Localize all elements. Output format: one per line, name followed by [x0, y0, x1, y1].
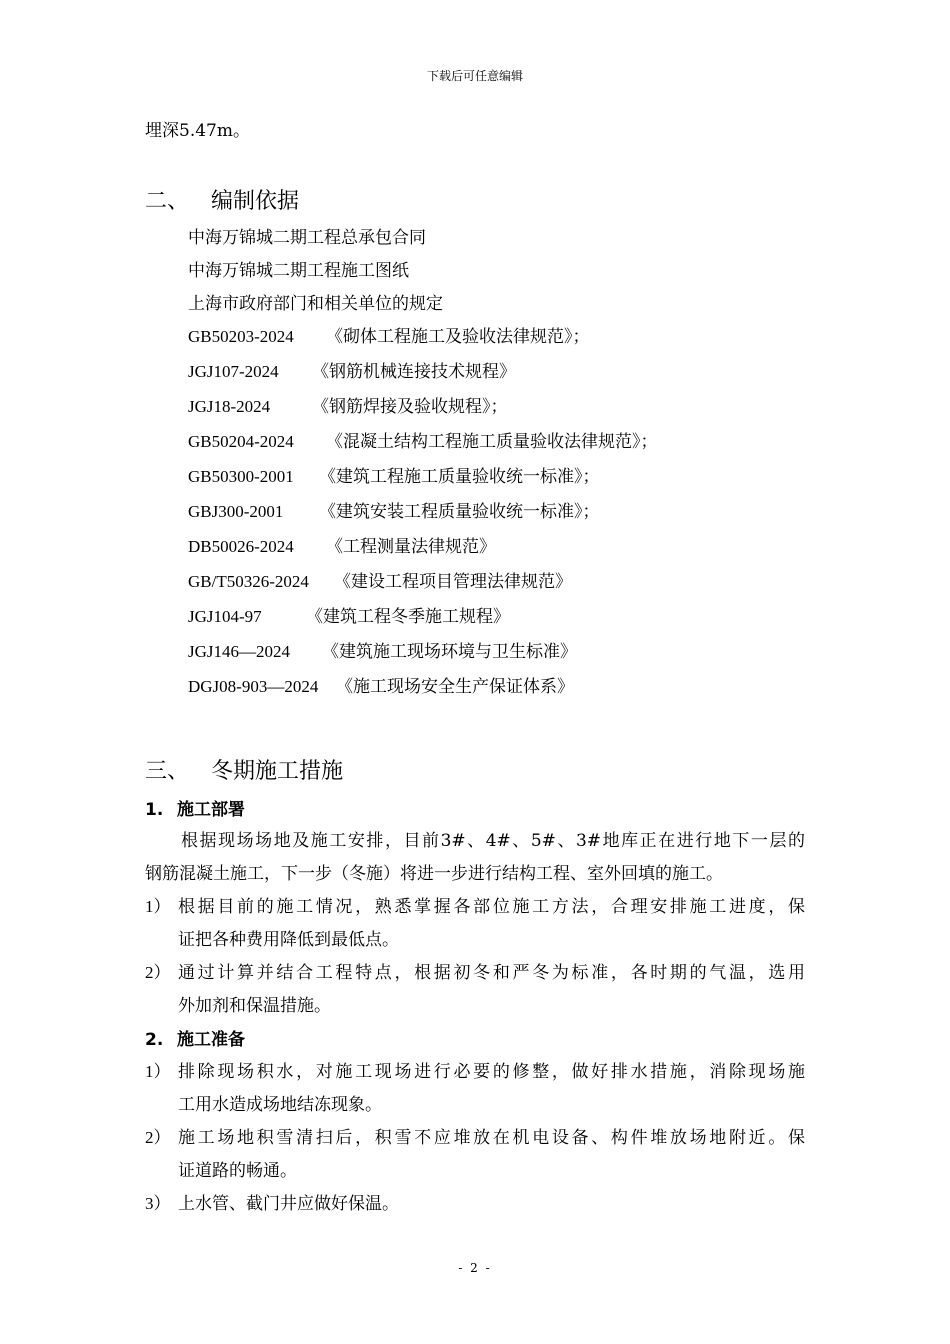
section-3-heading — [145, 754, 343, 785]
standard-ref — [188, 357, 516, 382]
subsection-2-title: 施工准备 — [177, 1030, 245, 1050]
item-marker: 3） — [145, 1194, 171, 1213]
subsection-1-number: 1. — [145, 800, 164, 820]
deployment-item — [145, 958, 805, 983]
item-marker: 2） — [145, 963, 171, 982]
item-marker: 1） — [145, 897, 171, 916]
standard-title: 《钢筋机械连接技术规程》 — [312, 362, 516, 382]
standard-ref — [188, 532, 496, 557]
item-text-continued: 工用水造成场地结冻现象。 — [178, 1095, 382, 1115]
deployment-item — [145, 892, 805, 917]
intro-text: 埋深5.47m。 — [145, 121, 250, 141]
standard-code: DB50026-2024 — [188, 537, 294, 556]
preparation-item — [145, 1189, 399, 1214]
standard-title: 《建筑工程冬季施工规程》 — [306, 607, 510, 627]
deployment-paragraph-line-2: 钢筋混凝土施工，下一步（冬施）将进一步进行结构工程、室外回填的施工。 — [145, 864, 723, 884]
item-text: 上水管、截门井应做好保温。 — [178, 1194, 399, 1214]
section-3-number: 三、 — [145, 759, 190, 784]
standard-code: GB/T50326-2024 — [188, 572, 309, 591]
standard-title: 《建筑施工现场环境与卫生标准》 — [322, 642, 577, 662]
section-2-number: 二、 — [145, 189, 190, 214]
standard-ref — [188, 462, 600, 487]
preparation-item — [145, 1123, 805, 1148]
section-2-title: 编制依据 — [211, 189, 300, 214]
standard-code: GB50204-2024 — [188, 432, 294, 451]
subsection-2-heading — [145, 1025, 245, 1050]
item-marker: 1） — [145, 1062, 171, 1081]
basis-item-contract: 中海万锦城二期工程总承包合同 — [188, 228, 426, 248]
page-header: 下载后可任意编辑 — [426, 69, 523, 83]
standard-code: JGJ146—2024 — [188, 642, 291, 661]
section-3-title: 冬期施工措施 — [211, 759, 344, 784]
section-2-heading — [145, 184, 299, 215]
standard-ref — [188, 602, 510, 627]
item-text-continued: 证道路的畅通。 — [178, 1161, 297, 1181]
item-text: 根据目前的施工情况，熟悉掌握各部位施工方法，合理安排施工进度，保 — [178, 897, 805, 917]
subsection-2-number: 2. — [145, 1030, 164, 1050]
standard-ref — [188, 567, 572, 592]
standard-ref — [188, 497, 600, 522]
standard-title: 《钢筋焊接及验收规程》； — [312, 397, 508, 417]
subsection-1-title: 施工部署 — [177, 800, 245, 820]
standard-title: 《建设工程项目管理法律规范》 — [334, 572, 572, 592]
standard-code: DGJ08-903—2024 — [188, 677, 319, 696]
standard-title: 《建筑工程施工质量验收统一标准》； — [319, 467, 600, 487]
standard-code: GB50203-2024 — [188, 327, 294, 346]
standard-title: 《工程测量法律规范》 — [326, 537, 496, 557]
item-text-continued: 证把各种费用降低到最低点。 — [178, 930, 399, 950]
standard-code: JGJ18-2024 — [188, 397, 271, 416]
basis-item-drawings: 中海万锦城二期工程施工图纸 — [188, 261, 409, 281]
preparation-item — [145, 1057, 805, 1082]
standard-code: JGJ104-97 — [188, 607, 262, 626]
standard-title: 《建筑安装工程质量验收统一标准》； — [319, 502, 600, 522]
standard-code: JGJ107-2024 — [188, 362, 279, 381]
item-text: 通过计算并结合工程特点，根据初冬和严冬为标准，各时期的气温，选用 — [178, 963, 805, 983]
standard-ref — [188, 672, 574, 697]
standard-ref — [188, 427, 658, 452]
item-text: 施工场地积雪清扫后，积雪不应堆放在机电设备、构件堆放场地附近。保 — [178, 1128, 805, 1148]
basis-item-regulations: 上海市政府部门和相关单位的规定 — [188, 294, 443, 314]
item-text: 排除现场积水，对施工现场进行必要的修整，做好排水措施，消除现场施 — [178, 1062, 805, 1082]
standard-code: GBJ300-2001 — [188, 502, 284, 521]
item-marker: 2） — [145, 1128, 171, 1147]
standard-ref — [188, 637, 577, 662]
deployment-paragraph-line-1: 根据现场场地及施工安排，目前3#、4#、5#、3#地库正在进行地下一层的 — [181, 831, 805, 851]
standard-title: 《砌体工程施工及验收法律规范》； — [326, 327, 590, 347]
item-text-continued: 外加剂和保温措施。 — [178, 996, 331, 1016]
standard-ref — [188, 322, 590, 347]
subsection-1-heading — [145, 795, 245, 820]
standard-title: 《施工现场安全生产保证体系》 — [336, 677, 574, 697]
page-number: - 2 - — [458, 1261, 492, 1275]
standard-code: GB50300-2001 — [188, 467, 294, 486]
standard-ref — [188, 392, 508, 417]
standard-title: 《混凝土结构工程施工质量验收法律规范》； — [326, 432, 658, 452]
